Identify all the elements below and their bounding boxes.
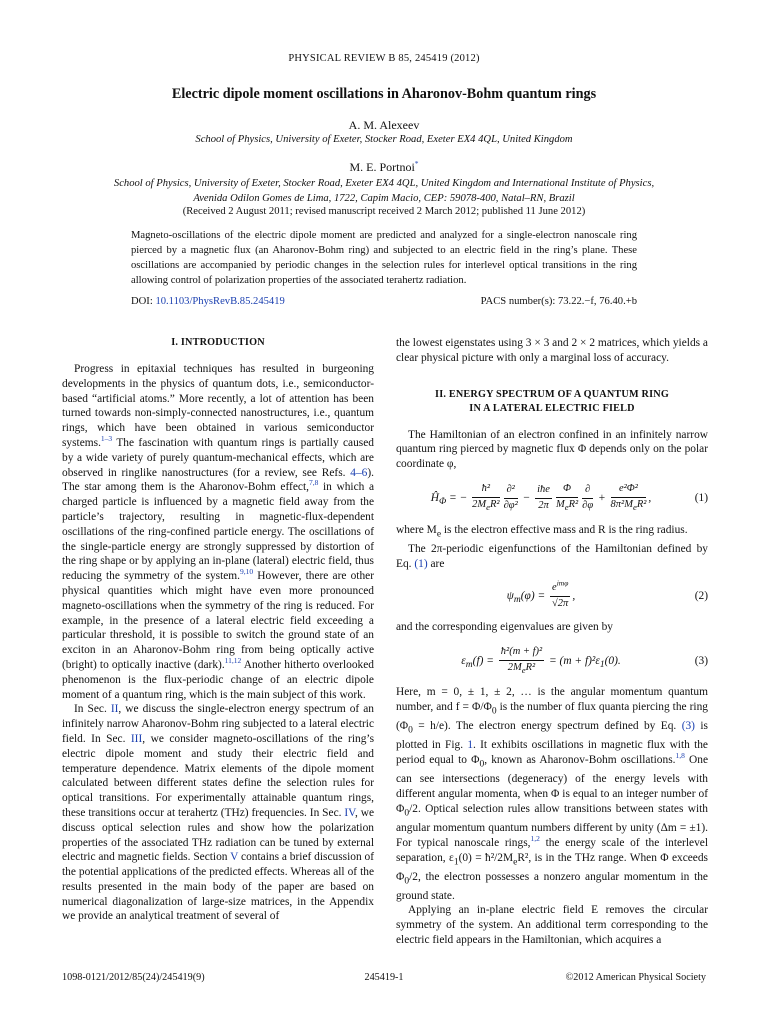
sec2-paragraph-5: Here, m = 0, ± 1, ± 2, … is the angular momentum quantum number, and $f = \Phi/\Phi_0$ is the number of flux quanta piercing the ring $(\Phi_0 = h/e)$. The electron energy spectrum defined by Eq. (3) is plotted in Fig. 1. It exhibits oscillations in magnetic flux with the period equal to $\Phi_0$, known as Aharonov-Bohm oscillations.$^{1,8}$ One can see intersections (degeneracy) of the energy levels with different angular momenta, when Φ is equal to an integer number of $\Phi_0/2$. Optical selection rules allow transitions between states with angular momentum quantum numbers different by unity (Δm = ±1). For typical nanoscale rings,$^{1,2}$ the energy scale of the interlevel separation, $\varepsilon_1(0)$ = $ħ^2/2M_eR^2$, is in the THz range. When Φ exceeds $\Phi_0/2$, the electron possesses a nonzero angular momentum in the ground state. [396,686,708,902]
sec2-paragraph-2: where $M_e$ is the electron effective mass and R is the ring radius. [396,523,688,539]
intro-paragraph-1: Progress in epitaxial techniques has resulted in burgeoning developments in the physics of quantum dots, i.e., semiconductor-based “artificial atoms.” More recently, a lot of attention has been turned towards non-simply-connected nanostructures, i.e., quantum rings, which have been obtained in various semiconductor systems.$^{1-3}$ The fascination with quantum rings is partially caused by a wide variety of purely quantum-mechanical effects, which are observed in ringlike nanostructures (for a review, see Refs. 4–6). The star among them is the Aharonov-Bohm effect,$^{7,8}$ in which a charged particle is influenced by a magnetic field away from the particle’s trajectory, resulting in magnetic-flux-dependent oscillations of the ring-confined particle energy. The oscillations of the single-particle energy are strongly suppressed by distortion of the ring shape or by applying an in-plane (lateral) electric field, thus reducing the symmetry of the system.$^{9,10}$ However, there are other physical quantities which might have even more pronounced magneto-oscillations when the symmetry of the ring is reduced. For example, in the presence of a lateral electric field exceeding a particular threshold, it is possible to switch the ground state of an exciton in an Aharonov-Bohm ring from being optically active (bright) to optically inactive (dark).$^{11,12}$ Another hitherto overlooked phenomenon is the flux-periodic change of an electric dipole moment of a quantum ring, which is the main subject of this work. [62,363,374,701]
intro-paragraph-2: In Sec. II, we discuss the single-electron energy spectrum of an infinitely narrow Aharonov-Bohm ring subjected to a lateral electric field. In Sec. III, we consider magneto-oscillations of the ring’s electric dipole moment and study their electric field and temperature dependence. Matrix elements of the dipole moment calculated between different states define the selection rules for optical transitions. For experimentally attainable quantum rings, these transitions occur at terahertz (THz) frequencies. In Sec. IV, we discuss optical selection rules and show how the polarization properties of the associated THz radiation can be tuned by external electric and magnetic fields. Section V contains a brief discussion of the potential applications of the predicted effects. Whereas all of the results presented in the main body of the paper are based on numerical diagonalization of large-size matrices, in the Appendix we provide an analytical treatment of several of [62,703,375,923]
equation-2-number: (2) [694,590,708,603]
left-column [62,336,374,924]
ref-link[interactable]: 4–6 [350,466,368,479]
affiliation-2-line1: School of Physics, University of Exeter, Stocker Road, Exeter EX4 4QL, United Kingdom and International Institute of Physics, [113,178,655,189]
doi [131,296,285,307]
sec2-paragraph-3: The 2π-periodic eigenfunctions of the Hamiltonian defined by Eq. (1) are [396,542,708,570]
abstract: Magneto-oscillations of the electric dipole moment are predicted and analyzed for a single-electron nanoscale ring pierced by a magnetic flux (an Aharonov-Bohm ring) and subjected to an electric field in the ring’s plane. These oscillations are accompanied by periodic changes in the selection rules for interlevel optical transitions in the ring allowing control of polarization properties of the associated terahertz radiation. [131,230,637,286]
section-link[interactable]: III [130,732,143,745]
author-2-name: M. E. Portnoi [349,160,415,174]
affiliation-1: School of Physics, University of Exeter, Stocker Road, Exeter EX4 4QL, United Kingdom [195,134,573,145]
section-link[interactable]: II [110,703,119,716]
sec2-paragraph-6: Applying an in-plane electric field E removes the circular symmetry of the system. An additional term corresponding to the electric field appears in the Hamiltonian, which acquires a [396,904,708,947]
equation-3 [396,645,708,678]
doi-link[interactable]: 10.1103/PhysRevB.85.245419 [155,296,285,307]
author-2 [0,160,768,175]
section-link[interactable]: IV [344,806,355,819]
equation-3-body: $\varepsilon_m(f)$ = $\frac{\text{ħ²(m + f)²}}{2M_eR^2}$ = $(m + f)^2\varepsilon_1(0)$. [461,645,621,675]
footer-issn: 1098-0121/2012/85(24)/245419(9) [62,972,205,983]
paper-title: Electric dipole moment oscillations in Aharonov-Bohm quantum rings [171,86,597,102]
ref-link[interactable]: 11,12 [224,656,242,666]
equation-1 [396,482,708,515]
section-1-heading: I. INTRODUCTION [171,337,265,348]
footer-copyright: ©2012 American Physical Society [565,972,706,983]
doi-pacs-row [131,296,637,307]
ref-link[interactable]: 1,2 [530,833,540,843]
journal-header: PHYSICAL REVIEW B 85, 245419 (2012) [288,53,480,64]
footer-page-number: 245419-1 [364,972,404,983]
ref-link[interactable]: 7,8 [308,478,319,488]
figure-link[interactable]: 1 [467,739,474,752]
affiliation-2 [60,176,708,206]
author-1: A. M. Alexeev [348,118,420,132]
right-column [396,336,708,948]
author-2-marker[interactable]: * [414,159,419,168]
equation-1-number: (1) [694,491,708,504]
equation-3-number: (3) [694,654,708,667]
equation-link[interactable]: (3) [681,720,695,733]
pacs-numbers: PACS number(s): 73.22.−f, 76.40.+b [480,296,637,307]
intro-paragraph-cont: the lowest eigenstates using 3 × 3 and 2 × 2 matrices, which yields a clear physical picture with only a marginal loss of accuracy. [396,337,708,364]
affiliation-2-line2: Avenida Odilon Gomes de Lima, 1722, Capim Macio, CEP: 59078-400, Natal–RN, Brazil [193,193,575,204]
section-link[interactable]: V [230,851,239,864]
equation-1-body: $Ĥ_\Phi$ = − $\frac{\text{ħ²}}{2M_eR^2}$ $\frac{\text{∂²}}{\text{∂φ²}}$ − $\frac{\text{iħe}}{2\pi}$ $\frac{\Phi}{M_eR^2}$ $\frac{\partial}{\partial\varphi}$ + $\frac{\text{e²Φ²}}{8\pi^2M_eR^2}$ , [430,482,652,512]
sec2-paragraph-1: The Hamiltonian of an electron confined in an infinitely narrow quantum ring pierced by magnetic flux Φ depends only on the polar coordinate φ, [396,428,708,471]
equation-2-body: $\psi_m(\varphi)$ = $\frac{e^{im\varphi}}{√2\pi}$ , [506,578,576,610]
ref-link[interactable]: 1–3 [100,434,113,444]
equation-link[interactable]: (1) [414,557,428,570]
ref-link[interactable]: 9,10 [240,567,254,577]
ref-link[interactable]: 1,8 [675,751,685,761]
section-2-heading: II. ENERGY SPECTRUM OF A QUANTUM RING IN A LATERAL ELECTRIC FIELD [435,388,669,414]
received-dates: (Received 2 August 2011; revised manuscript received 2 March 2012; published 11 June 2012) [182,206,586,217]
doi-label: DOI: [131,296,153,307]
equation-2 [396,578,708,612]
sec2-paragraph-4: and the corresponding eigenvalues are given by [396,620,613,633]
